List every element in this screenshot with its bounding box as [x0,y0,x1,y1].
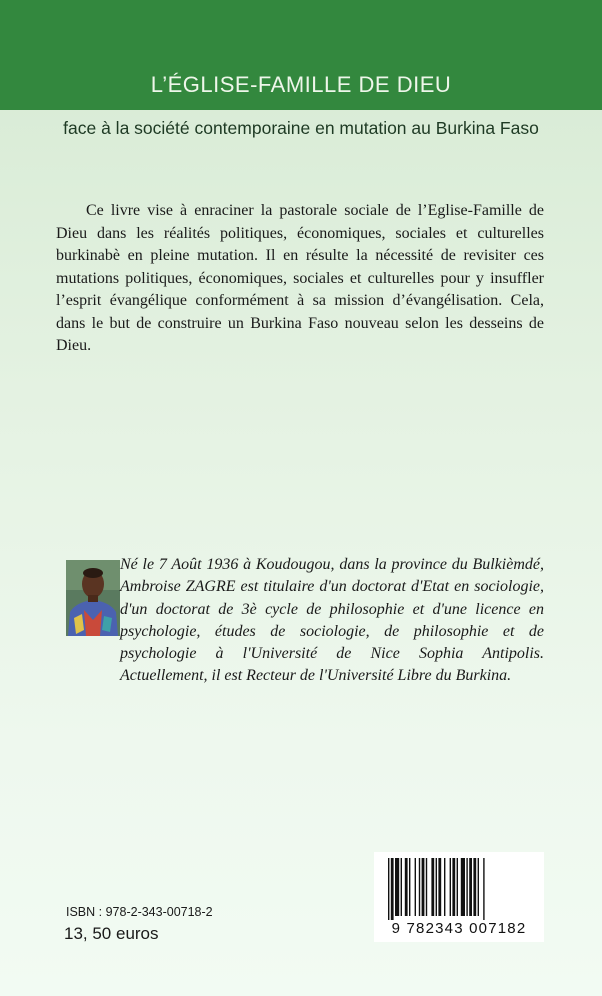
book-summary: Ce livre vise à enraciner la pastorale sociale de l’Eglise-Famille de Dieu dans les réalités politiques, économiques, sociales et culturelles burkinabè en pleine mutation. Il en résulte la nécessité de revisiter ces mutations politiques, économiques, sociales et culturelles pour y insuffler l’esprit évangélique conformément à sa mission d’évangélisation. Cela, dans le but de construire un Burkina Faso nouveau selon les desseins de Dieu. [56,202,544,354]
book-subtitle: face à la société contemporaine en mutation au Burkina Faso [63,118,539,138]
author-portrait-icon [66,560,120,636]
barcode-bars [374,852,544,920]
barcode-digits: 9 782343 007182 [391,920,527,937]
isbn-label: ISBN : 978-2-343-00718-2 [66,905,213,919]
book-title: L’ÉGLISE-FAMILLE DE DIEU [150,72,452,97]
barcode [374,852,544,942]
author-photo [66,560,120,636]
author-bio: Né le 7 Août 1936 à Koudougou, dans la province du Bulkièmdé, Ambroise ZAGRE est titulaire d'un doctorat d'Etat en sociologie, d'un doctorat de 3è cycle de philosophie et d'une licence en psychologie, études de sociologie, de philosophie et de psychologie à l'Université de Nice Sophia Antipolis. Actuellement, il est Recteur de l'Université Libre du Burkina. [120,556,544,685]
price-label: 13, 50 euros [64,924,159,943]
